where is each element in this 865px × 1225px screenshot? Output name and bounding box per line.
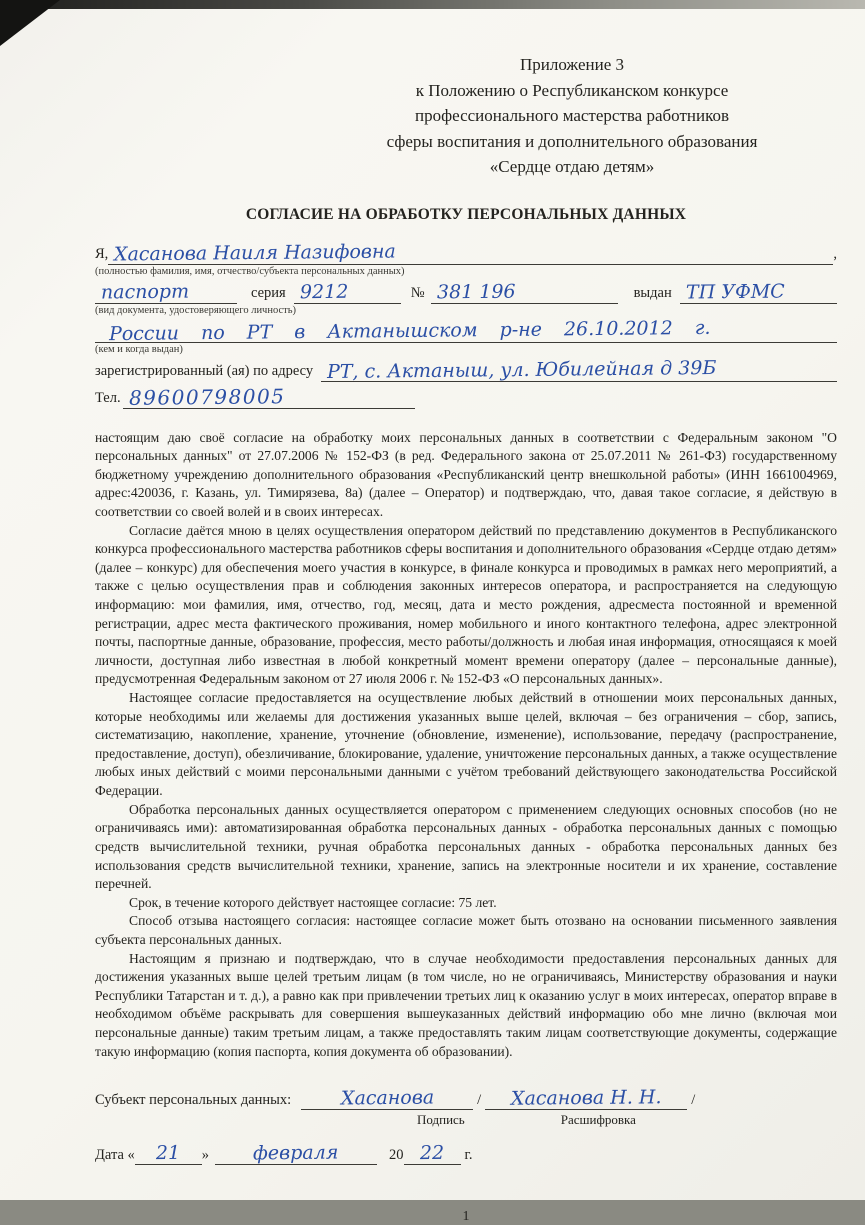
separator-slash: / (687, 1092, 699, 1111)
date-month-field (215, 1142, 377, 1165)
passport-line (95, 281, 837, 304)
name-handwriting: Хасанова Наиля Назифовна (114, 242, 396, 265)
decoded-name-field (485, 1087, 687, 1110)
signature-captions (95, 1112, 837, 1128)
decoded-name-handwriting: Хасанова Н. Н. (511, 1088, 662, 1110)
number-handwriting: 381 196 (436, 282, 515, 303)
signature-block (95, 1087, 837, 1165)
header-line: профессионального мастерства работников (337, 103, 807, 129)
doc-type-field (95, 281, 237, 304)
paragraph: Срок, в течение которого действует настоящее согласие: 75 лет. (95, 894, 837, 913)
signature-caption: Подпись (417, 1112, 465, 1128)
name-field (108, 242, 833, 265)
date-month-handwriting: февраля (253, 1144, 339, 1165)
scan-edge-artifact (0, 0, 865, 9)
paragraph: Обработка персональных данных осуществляется оператором с применением следующих основных способов (но не ограничиваясь ими): автоматизированная обработка персональных данных - обработка персональных данных с помощью средств вычислительной техники, ручная обработка персональных данных - обработка персональных данных без использования средств вычислительной техники, хранение, запись на электронные носители и их хранение, составление перечней. (95, 801, 837, 894)
subject-label: Субъект персональных данных: (95, 1092, 301, 1111)
appendix-header (337, 52, 807, 180)
date-day-handwriting: 21 (156, 1144, 180, 1164)
issued-by-handwriting-1: ТП УФМС (686, 282, 785, 303)
consent-text (95, 429, 837, 1062)
scan-corner-artifact (0, 0, 60, 46)
header-line: Приложение 3 (337, 52, 807, 78)
address-line (95, 359, 837, 382)
subject-line (95, 1087, 837, 1110)
phone-handwriting: 89600798005 (129, 386, 286, 409)
name-line (95, 242, 837, 265)
date-label: Дата « (95, 1147, 135, 1166)
paragraph: Согласие даётся мною в целях осуществления оператором действий по представлению документов в Республиканского конкурса профессионального мастерства работников сферы воспитания и дополнительного образования «Сердце отдаю детям» (далее – конкурс) для обеспечения моего участия в конкурсе, в финале конкурса и проводимых в рамках него мероприятий, а также с целью осуществления прав и соблюдения законных интересов оператора, и распространяется на следующую информацию: мои фамилия, имя, отчество, год, месяц, дата и место рождения, адресместа постоянной и временной регистрации, адрес места фактического проживания, номер мобильного и иного контактного телефона, адрес электронной почты, паспортные данные, образование, профессия, место работы/должность и любая иная информация, относящаяся к моей личности, доступная либо известная в любой конкретный момент времени оператору (далее – персональные данные), предусмотренная Федеральным законом от 27 июля 2006 г. № 152-ФЗ «О персональных данных». (95, 522, 837, 689)
header-line: «Сердце отдаю детям» (337, 154, 807, 180)
form-area (95, 242, 837, 409)
header-line: сферы воспитания и дополнительного образования (337, 129, 807, 155)
date-close-quote: » (202, 1147, 215, 1166)
paragraph: Способ отзыва настоящего согласия: настоящее согласие может быть отозвано на основании письменного заявления субъекта персональных данных. (95, 912, 837, 949)
paragraph: Настоящее согласие предоставляется на осуществление любых действий в отношении моих персональных данных, которые необходимы или желаемы для достижения указанных выше целей, включая – без ограничения – сбор, запись, систематизацию, накопление, хранение, уточнение (обновление, изменение), использование, передачу (распространение, предоставление, доступ), обезличивание, блокирование, удаление, уничтожение персональных данных, а также осуществление любых иных действий с моими персональными данными с учётом требований действующего законодательства Российской Федерации. (95, 689, 837, 801)
doc-type-handwriting: паспорт (101, 282, 189, 303)
issued-by-field-2 (95, 320, 837, 343)
paragraph: Настоящим я признаю и подтверждаю, что в случае необходимости предоставления персональных данных для достижения указанных выше целей третьим лицам (в том числе, но не ограничиваясь, Министерству образования и науки Республики Татарстан и т. д.), а равно как при привлечении третьих лиц к оказанию услуг в моих интересах, оператор вправе в необходимом объёме раскрывать для совершения вышеуказанных действий информацию обо мне лично (включая мои персональные данные) таким третьим лицам, а также предоставлять таким лицам соответствующие документы, содержащие такую информацию (копия паспорта, копия документа об образовании). (95, 950, 837, 1062)
address-handwriting: РТ, с. Актаныш, ул. Юбилейная д 39Б (327, 359, 717, 383)
name-caption: (полностью фамилия, имя, отчество/субъекта персональных данных) (95, 266, 837, 277)
date-day-field (135, 1142, 202, 1165)
phone-line (95, 386, 837, 409)
address-label: зарегистрированный (ая) по адресу (95, 363, 321, 382)
number-field (431, 281, 618, 304)
number-label: № (401, 285, 431, 304)
series-label: серия (237, 285, 294, 304)
signature-handwriting: Хасанова (340, 1089, 433, 1110)
phone-field (123, 386, 415, 409)
document-title: СОГЛАСИЕ НА ОБРАБОТКУ ПЕРСОНАЛЬНЫХ ДАННЫХ (95, 206, 837, 224)
paragraph: настоящим даю своё согласие на обработку моих персональных данных в соответствии с Федеральным законом "О персональных данных" от 27.07.2006 № 152-ФЗ (в ред. Федерального закона от 25.07.2011 № 261-ФЗ) государственному бюджетному учреждению дополнительного образования «Республиканский центр внешкольной работы» (ИНН 1661004969, адрес:420036, г. Казань, ул. Тимирязева, 8а) (далее – Оператор) и подтверждаю, что, давая такое согласие, я действую в соответствии со своей волей и в своих интересах. (95, 429, 837, 522)
decoded-caption: Расшифровка (561, 1112, 636, 1128)
signature-field (301, 1087, 473, 1110)
i-label: Я, (95, 246, 108, 265)
date-year-field (404, 1142, 461, 1165)
trailing-comma: , (833, 246, 837, 265)
series-field (294, 281, 401, 304)
issued-by-line (95, 320, 837, 343)
series-handwriting: 9212 (300, 282, 349, 302)
date-line (95, 1142, 837, 1165)
issued-caption: (кем и когда выдан) (95, 344, 837, 355)
document-content (95, 52, 837, 1225)
address-field (321, 359, 837, 382)
issued-label: выдан (618, 285, 680, 304)
doc-type-caption: (вид документа, удостоверяющего личность) (95, 305, 837, 316)
issued-by-handwriting-2: России по РТ в Актанышском р-не 26.10.2012 г. (101, 318, 711, 344)
year-suffix: г. (461, 1147, 473, 1166)
phone-label: Тел. (95, 390, 123, 409)
page-number: 1 (95, 1209, 837, 1225)
separator-slash: / (473, 1092, 485, 1111)
year-prefix: 20 (377, 1147, 404, 1166)
header-line: к Положению о Республиканском конкурсе (337, 78, 807, 104)
issued-by-field-1 (680, 281, 837, 304)
date-year-handwriting: 22 (420, 1144, 444, 1164)
